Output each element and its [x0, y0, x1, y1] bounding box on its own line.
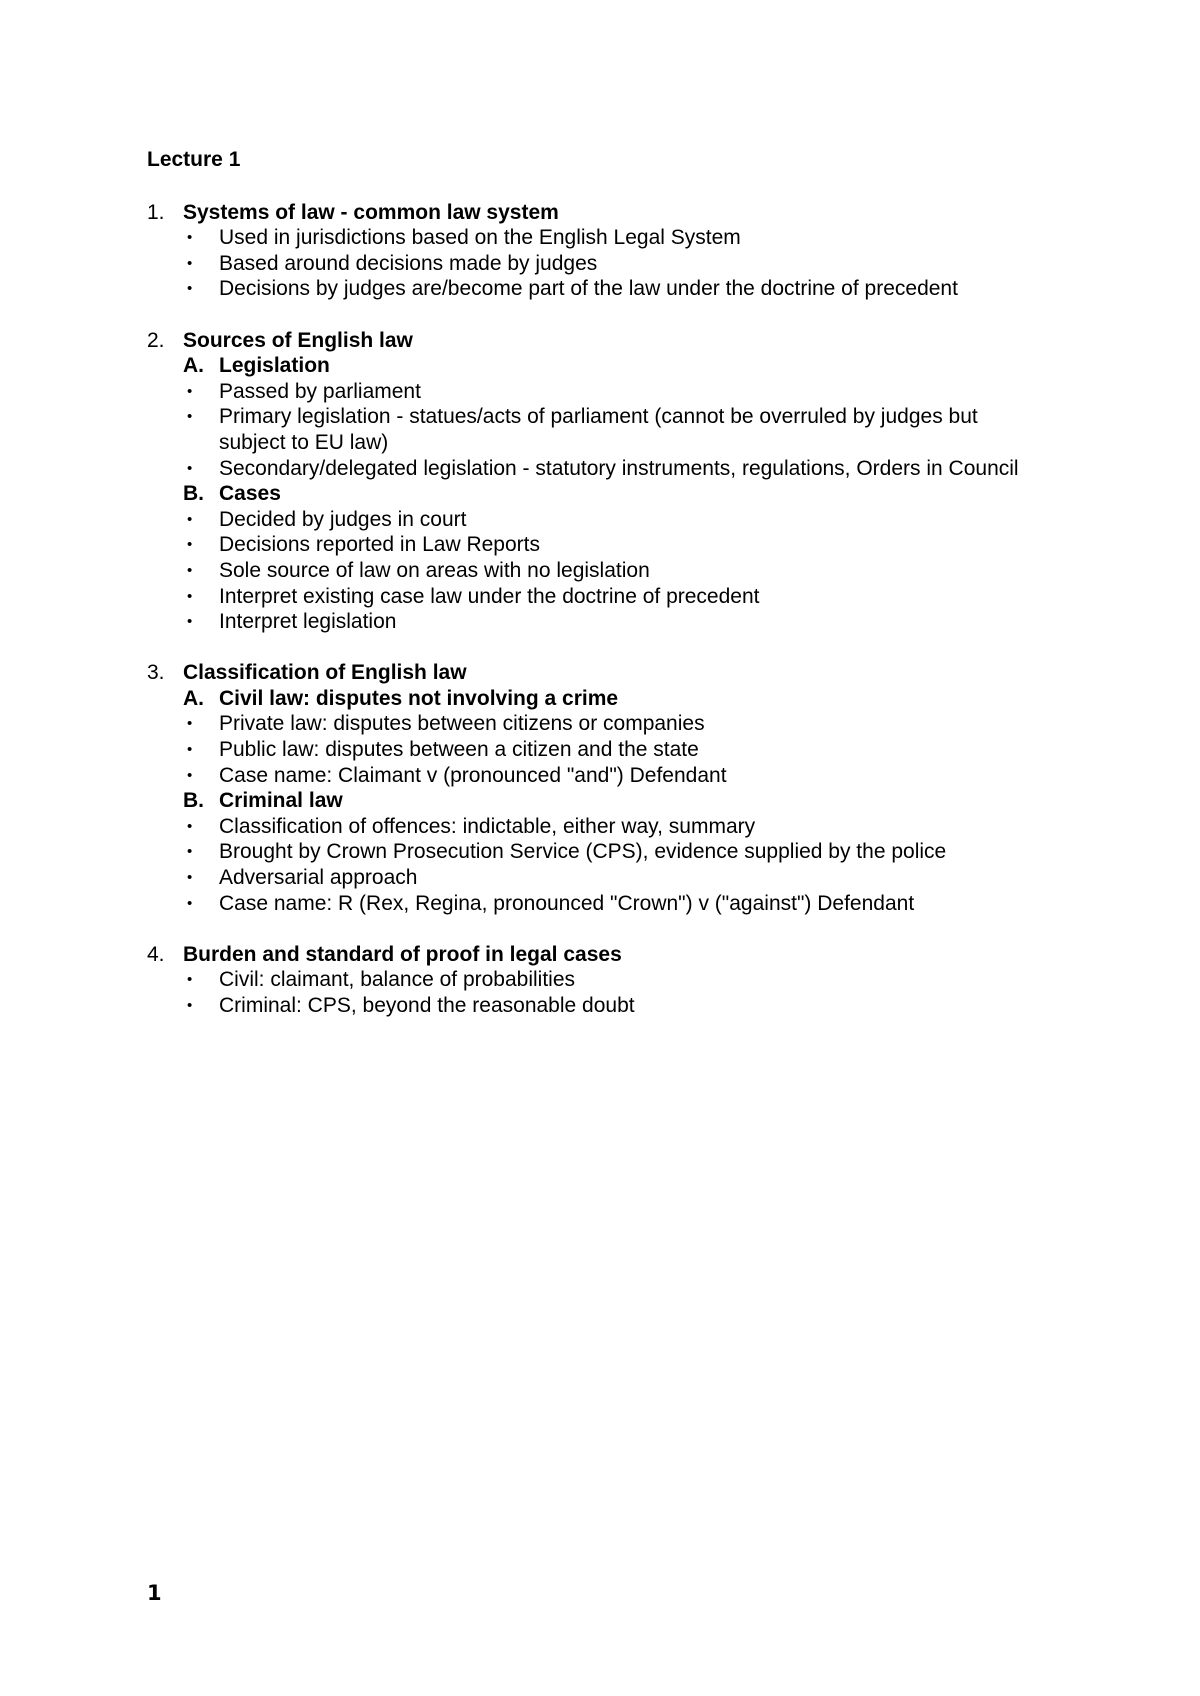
bullet-icon: •	[187, 613, 193, 631]
subsection-heading-text: Criminal law	[219, 789, 343, 813]
bullet-text: Passed by parliament	[219, 379, 421, 403]
bullet-icon: •	[187, 715, 193, 733]
bullet-icon: •	[187, 561, 193, 579]
subsection-letter: A.	[183, 354, 204, 378]
bullet-text: Used in jurisdictions based on the English Legal System	[219, 226, 741, 250]
bullet-item	[147, 993, 1047, 1019]
bullet-item	[147, 225, 1047, 251]
section-sources-of-law	[147, 328, 1047, 635]
subsection-heading-text: Legislation	[219, 354, 330, 378]
bullet-icon: •	[187, 254, 193, 272]
bullet-text: Decided by judges in court	[219, 507, 467, 531]
bullet-icon: •	[187, 971, 193, 989]
bullet-item	[147, 839, 1047, 865]
bullet-text: Sole source of law on areas with no legislation	[219, 558, 650, 582]
bullet-item	[147, 456, 1047, 482]
section-number: 2.	[147, 328, 165, 352]
subsection-letter: A.	[183, 686, 204, 710]
bullet-icon: •	[187, 459, 193, 477]
bullet-icon: •	[187, 408, 193, 426]
bullet-item	[147, 276, 1047, 302]
bullet-item	[147, 609, 1047, 635]
bullet-icon: •	[187, 843, 193, 861]
subsection-letter: B.	[183, 789, 204, 813]
section-burden-of-proof	[147, 942, 1047, 1019]
document-body	[147, 145, 1047, 1044]
section-heading	[147, 200, 1047, 226]
bullet-icon: •	[187, 510, 193, 528]
bullet-text: Case name: Claimant v (pronounced "and") Defendant	[219, 763, 727, 787]
subsection-heading	[147, 481, 1047, 507]
section-heading	[147, 328, 1047, 354]
bullet-text: Brought by Crown Prosecution Service (CPS), evidence supplied by the police	[219, 840, 947, 864]
bullet-text: Case name: R (Rex, Regina, pronounced "Crown") v ("against") Defendant	[219, 891, 915, 915]
section-number: 4.	[147, 942, 165, 966]
bullet-text: Adversarial approach	[219, 866, 418, 890]
bullet-icon: •	[187, 741, 193, 759]
bullet-icon: •	[187, 229, 193, 247]
bullet-text: Criminal: CPS, beyond the reasonable doubt	[219, 994, 635, 1017]
bullet-item	[147, 379, 1047, 405]
section-classification-of-law	[147, 660, 1047, 916]
subsection-heading	[147, 353, 1047, 379]
bullet-text: Based around decisions made by judges	[219, 251, 598, 275]
section-heading-text: Sources of English law	[183, 328, 413, 352]
bullet-item	[147, 584, 1047, 610]
bullet-item	[147, 763, 1047, 789]
section-heading	[147, 942, 1047, 968]
bullet-item	[147, 404, 1047, 455]
subsection-letter: B.	[183, 482, 204, 506]
bullet-item	[147, 967, 1047, 993]
bullet-icon: •	[187, 869, 193, 887]
page-number: 1	[147, 1581, 162, 1605]
subsection-heading	[147, 686, 1047, 712]
bullet-text: Classification of offences: indictable, either way, summary	[219, 814, 756, 838]
document-title: Lecture 1	[147, 148, 241, 171]
bullet-item	[147, 507, 1047, 533]
section-number: 1.	[147, 200, 165, 224]
bullet-text: Decisions by judges are/become part of the law under the doctrine of precedent	[219, 277, 958, 301]
section-heading	[147, 660, 1047, 686]
bullet-icon: •	[187, 997, 193, 1014]
bullet-text: Private law: disputes between citizens or companies	[219, 712, 705, 736]
subsection-heading-text: Cases	[219, 482, 281, 506]
bullet-text: Interpret existing case law under the doctrine of precedent	[219, 584, 760, 608]
bullet-icon: •	[187, 536, 193, 554]
bullet-text: Secondary/delegated legislation - statutory instruments, regulations, Orders in Council	[219, 456, 1019, 480]
bullet-item	[147, 711, 1047, 737]
bullet-item	[147, 251, 1047, 277]
section-heading-text: Systems of law - common law system	[183, 200, 559, 224]
bullet-item	[147, 891, 1047, 917]
bullet-item	[147, 532, 1047, 558]
section-systems-of-law	[147, 200, 1047, 302]
subsection-heading-text: Civil law: disputes not involving a crime	[219, 686, 619, 710]
bullet-item	[147, 737, 1047, 763]
bullet-text: Interpret legislation	[219, 610, 397, 634]
subsection-heading	[147, 788, 1047, 814]
bullet-text: Civil: claimant, balance of probabilities	[219, 968, 576, 992]
bullet-item	[147, 814, 1047, 840]
bullet-icon: •	[187, 766, 193, 784]
bullet-icon: •	[187, 817, 193, 835]
bullet-text: Primary legislation - statues/acts of parliament (cannot be overruled by judges but subject to EU law)	[219, 405, 978, 454]
bullet-icon: •	[187, 382, 193, 400]
section-number: 3.	[147, 661, 165, 685]
bullet-item	[147, 865, 1047, 891]
bullet-icon: •	[187, 587, 193, 605]
bullet-text: Decisions reported in Law Reports	[219, 533, 540, 557]
bullet-text: Public law: disputes between a citizen and the state	[219, 738, 699, 762]
section-heading-text: Classification of English law	[183, 661, 467, 685]
bullet-icon: •	[187, 280, 193, 298]
bullet-icon: •	[187, 894, 193, 912]
bullet-item	[147, 558, 1047, 584]
section-heading-text: Burden and standard of proof in legal cases	[183, 942, 622, 966]
